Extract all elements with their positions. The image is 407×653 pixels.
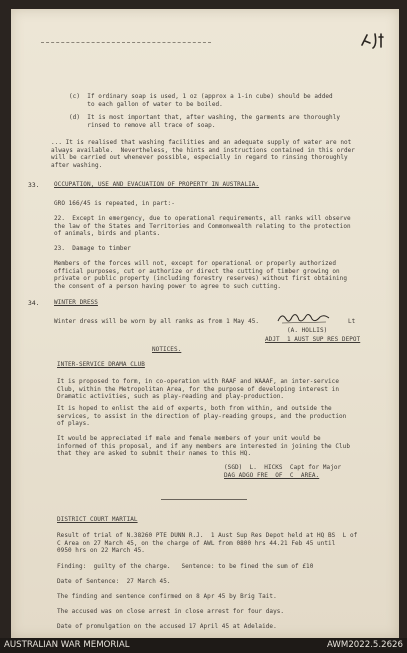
footer-accession-number: AWM2022.5.2626 xyxy=(327,640,403,650)
club-signed-office: DAG ADGO FRE OF C AREA. xyxy=(224,472,320,479)
section-33-gro: GRO 166/45 is repeated, in part:- xyxy=(54,200,175,207)
signature-title: ADJT 1 AUST SUP RES DEPOT xyxy=(265,336,361,343)
section-divider xyxy=(161,499,247,500)
top-divider xyxy=(41,42,211,44)
section-34-number: 34. xyxy=(28,300,40,307)
item-d: (d) It is most important that, after washing, the garments are thoroughly rinsed to remove all trace of soap. xyxy=(69,114,341,129)
court-martial-confirmation: The finding and sentence confirmed on 8 Apr 45 by Brig Tait. xyxy=(57,593,277,600)
item-c: (c) If ordinary soap is used, 1 oz (approx a 1-in cube) should be added to each gallon of water to be boiled. xyxy=(69,93,333,108)
footer-institution: AUSTRALIAN WAR MEMORIAL xyxy=(4,640,130,650)
court-martial-custody: The accused was on close arrest in close arrest for four days. xyxy=(57,608,285,615)
court-martial-finding: Finding: guilty of the charge. Sentence: to be fined the sum of £10 xyxy=(57,563,314,570)
club-signed: (SGD) L. HICKS Capt for Major xyxy=(224,464,342,471)
document-page xyxy=(11,9,399,638)
court-martial-title: DISTRICT COURT MARTIAL xyxy=(57,516,138,523)
section-33-number: 33. xyxy=(28,182,40,189)
notices-heading: NOTICES. xyxy=(152,346,182,353)
handwritten-signature xyxy=(276,310,332,326)
club-para-1: It is proposed to form, in co-operation with RAAF and WAAAF, an inter-service Club, within the Metropolitan Area, for the purpose of developing interest in Dramatic activities, such as play-reading and play-production. xyxy=(57,378,339,401)
club-para-2: It is hoped to enlist the aid of experts, both from within, and outside the services, to assist in the direction of play-reading groups, and the production of plays. xyxy=(57,405,347,428)
section-33-para-22: 22. Except in emergency, due to operational requirements, all ranks will observe the law of the States and Territories and Commonwealth relating to the protection of animals, birds and plants. xyxy=(54,215,351,238)
section-34-title: WINTER DRESS xyxy=(54,299,98,306)
section-33-para-23: Members of the forces will not, except for operational or properly authorized official purposes, cut or authorize or direct the cutting of timber growing on private or public property (including forestry reserves) without first obtaining the consent of a person having power to agree to such cutting. xyxy=(54,260,347,290)
archive-footer xyxy=(0,638,407,653)
signature-rank: Lt xyxy=(348,318,356,325)
handwritten-mark xyxy=(359,31,389,51)
club-para-3: It would be appreciated if male and female members of your unit would be informed of this proposal, and if any members are interested in joining the Club that they are asked to submit their names to this HQ. xyxy=(57,435,350,458)
section-33-title: OCCUPATION, USE AND EVACUATION OF PROPERTY IN AUSTRALIA. xyxy=(54,181,260,188)
club-title: INTER-SERVICE DRAMA CLUB xyxy=(57,361,145,368)
section-33-para-23-title: 23. Damage to timber xyxy=(54,245,131,252)
court-martial-result: Result of trial of N.38260 PTE DUNN R.J. 1 Aust Sup Res Depot held at HQ BS L of C Area on 27 March 45, on the charge of AWL from 0800 hrs 44.21 Feb 45 until 0950 hrs on 22 March 45. xyxy=(57,532,358,555)
court-martial-sentence-date: Date of Sentence: 27 March 45. xyxy=(57,578,171,585)
signature-name: (A. HOLLIS) xyxy=(287,327,328,334)
court-martial-promulgation: Date of promulgation on the accused 17 April 45 at Adelaide. xyxy=(57,623,277,630)
para-realised: ... It is realised that washing facilities and an adequate supply of water are not always available. Nevertheless, the hints and instructions contained in this order will be carried out whenever possible, especially in regard to rinsing thoroughly after washing. xyxy=(51,139,355,169)
section-34-text: Winter dress will be worn by all ranks as from 1 May 45. xyxy=(54,318,260,325)
